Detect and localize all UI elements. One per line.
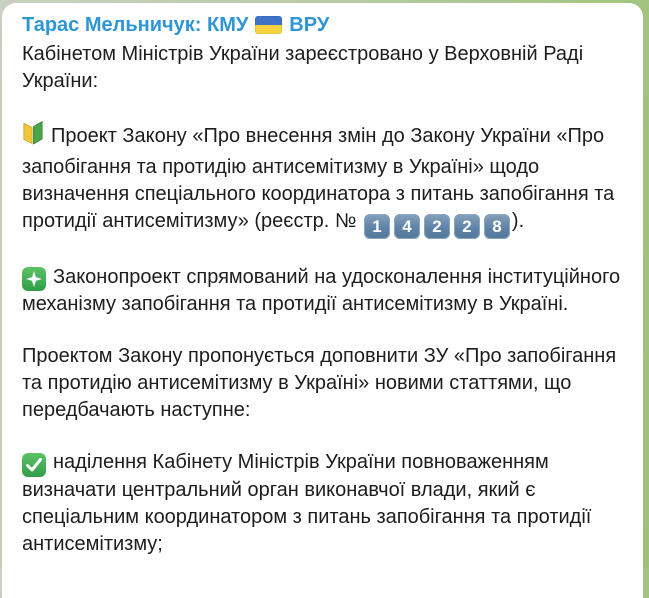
keycap-digit-icon: 1 — [364, 214, 390, 239]
aim-paragraph — [22, 264, 625, 318]
keycap-digit-icon: 4 — [394, 214, 420, 239]
channel-name[interactable] — [22, 12, 625, 38]
item-cmu-powers-text: наділення Кабінету Міністрів України повноваженням визначати центральний орган виконавчої влади, який є спеціальним координатором з питань запобігання та протидії антисемітизму; — [22, 451, 592, 555]
proposal-paragraph — [22, 343, 625, 424]
channel-name-text: Тарас Мельничук: КМУ — [22, 14, 249, 36]
message-bubble — [2, 3, 643, 598]
ukraine-flag-icon — [255, 16, 282, 34]
check-mark-icon — [22, 453, 46, 477]
sparkle-icon — [22, 267, 46, 291]
beginner-symbol-icon — [22, 120, 44, 154]
law-project-paragraph — [22, 120, 625, 239]
keycap-digit-icon: 2 — [454, 214, 480, 239]
item-cmu-powers-paragraph — [22, 449, 625, 558]
keycap-digit-icon: 8 — [484, 214, 510, 239]
law-project-text: Проект Закону «Про внесення змін до Закону України «Про запобігання та протидію антисемітизму в Україні» щодо визначення спеціального координатора з питань запобігання та протидії антисемітизму» (реєстр. № — [22, 125, 615, 232]
keycap-digit-icon: 2 — [424, 214, 450, 239]
proposal-text: Проектом Закону пропонується доповнити ЗУ «Про запобігання та протидію антисемітизму в Україні» новими статтями, що передбачають наступне: — [22, 345, 617, 421]
channel-name-suffix: ВРУ — [289, 14, 330, 36]
aim-text: Законопроект спрямований на удосконалення інституційного механізму запобігання та протидії антисемітизму в Україні. — [22, 266, 621, 315]
law-project-closing: ). — [511, 210, 525, 232]
intro-text: Кабінетом Міністрів України зареєстровано у Верховній Раді України: — [22, 43, 584, 92]
message-intro — [22, 41, 625, 95]
